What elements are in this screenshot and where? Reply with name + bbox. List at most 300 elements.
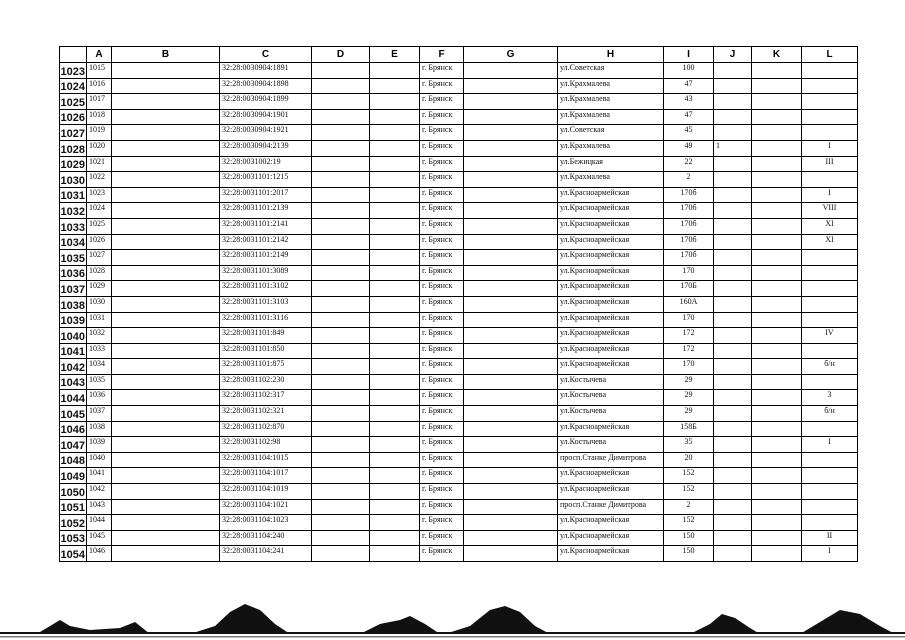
cell-b [112, 296, 220, 312]
cell-h: ул.Красноармейская [558, 515, 664, 531]
column-header-a: A [87, 47, 112, 63]
cell-h: ул.Красноармейская [558, 265, 664, 281]
cell-c: 32:28:0031002:19 [220, 156, 312, 172]
cell-d [312, 359, 370, 375]
column-header-g: G [464, 47, 558, 63]
cell-g [464, 390, 558, 406]
cell-d [312, 218, 370, 234]
cell-k [752, 187, 802, 203]
cell-e [370, 546, 420, 562]
cell-e [370, 187, 420, 203]
cell-j [714, 187, 752, 203]
cell-k [752, 94, 802, 110]
cell-l [802, 421, 858, 437]
cell-k [752, 109, 802, 125]
cell-e [370, 140, 420, 156]
table-row [60, 530, 858, 546]
cell-d [312, 234, 370, 250]
cell-h: ул.Крахмалева [558, 78, 664, 94]
cell-j [714, 234, 752, 250]
cell-b [112, 109, 220, 125]
cell-j [714, 421, 752, 437]
cell-b [112, 452, 220, 468]
cell-a: 1015 [87, 63, 112, 79]
cell-i: 35 [664, 437, 714, 453]
cell-b [112, 172, 220, 188]
table-row [60, 296, 858, 312]
cell-c: 32:28:0031104:1019 [220, 484, 312, 500]
table-row [60, 546, 858, 562]
cell-a: 1043 [87, 499, 112, 515]
cell-j [714, 156, 752, 172]
table-row [60, 452, 858, 468]
cell-g [464, 234, 558, 250]
column-header-k: K [752, 47, 802, 63]
cell-l [802, 250, 858, 266]
cell-h: ул.Костычева [558, 437, 664, 453]
cell-i: 152 [664, 468, 714, 484]
cell-f: г. Брянск [420, 234, 464, 250]
cell-h: ул.Красноармейская [558, 203, 664, 219]
cell-e [370, 390, 420, 406]
cell-e [370, 343, 420, 359]
cell-a: 1034 [87, 359, 112, 375]
cell-l: I [802, 546, 858, 562]
cell-c: 32:28:0031101:3103 [220, 296, 312, 312]
row-number-cell: 1026 [60, 109, 87, 125]
cell-k [752, 203, 802, 219]
cell-c: 32:28:0031101:850 [220, 343, 312, 359]
cell-b [112, 94, 220, 110]
column-header-b: B [112, 47, 220, 63]
cell-k [752, 374, 802, 390]
cell-d [312, 63, 370, 79]
cell-a: 1023 [87, 187, 112, 203]
table-row [60, 468, 858, 484]
cell-e [370, 250, 420, 266]
cell-h: ул.Красноармейская [558, 250, 664, 266]
row-number-cell: 1049 [60, 468, 87, 484]
cell-i: 29 [664, 406, 714, 422]
cell-e [370, 468, 420, 484]
cell-g [464, 359, 558, 375]
row-number-cell: 1032 [60, 203, 87, 219]
cell-l [802, 78, 858, 94]
cell-i: 47 [664, 78, 714, 94]
table-row [60, 172, 858, 188]
cell-a: 1037 [87, 406, 112, 422]
cell-h: ул.Красноармейская [558, 187, 664, 203]
cell-j [714, 250, 752, 266]
cell-a: 1019 [87, 125, 112, 141]
cell-g [464, 109, 558, 125]
cell-k [752, 78, 802, 94]
cell-l [802, 499, 858, 515]
cell-h: ул.Советская [558, 125, 664, 141]
table-row [60, 281, 858, 297]
cell-k [752, 343, 802, 359]
cell-i: 29 [664, 374, 714, 390]
cell-g [464, 421, 558, 437]
cell-i: 170б [664, 203, 714, 219]
cell-l [802, 265, 858, 281]
cell-d [312, 312, 370, 328]
row-number-cell: 1037 [60, 281, 87, 297]
cell-f: г. Брянск [420, 499, 464, 515]
cell-l [802, 281, 858, 297]
row-number-cell: 1023 [60, 63, 87, 79]
cell-k [752, 172, 802, 188]
cell-h: ул.Красноармейская [558, 281, 664, 297]
cell-c: 32:28:0030904:1891 [220, 63, 312, 79]
row-number-cell: 1048 [60, 452, 87, 468]
cell-j [714, 343, 752, 359]
cell-j: 1 [714, 140, 752, 156]
table-row [60, 125, 858, 141]
cell-j [714, 452, 752, 468]
cell-f: г. Брянск [420, 546, 464, 562]
table-row [60, 437, 858, 453]
cell-i: 170 [664, 265, 714, 281]
cell-b [112, 203, 220, 219]
cell-a: 1020 [87, 140, 112, 156]
cell-b [112, 468, 220, 484]
cell-h: ул.Красноармейская [558, 530, 664, 546]
cell-d [312, 172, 370, 188]
cell-l [802, 468, 858, 484]
cell-l: б/н [802, 406, 858, 422]
cell-l [802, 63, 858, 79]
cell-a: 1032 [87, 328, 112, 344]
cell-d [312, 109, 370, 125]
cell-k [752, 234, 802, 250]
cell-c: 32:28:0031101:2142 [220, 234, 312, 250]
cell-g [464, 468, 558, 484]
cell-i: 170б [664, 250, 714, 266]
cell-b [112, 546, 220, 562]
cell-e [370, 328, 420, 344]
cell-i: 49 [664, 140, 714, 156]
cell-j [714, 328, 752, 344]
cell-g [464, 530, 558, 546]
cell-f: г. Брянск [420, 328, 464, 344]
cell-f: г. Брянск [420, 421, 464, 437]
cell-f: г. Брянск [420, 312, 464, 328]
cell-k [752, 359, 802, 375]
row-number-cell: 1029 [60, 156, 87, 172]
cell-i: 150 [664, 546, 714, 562]
cell-f: г. Брянск [420, 172, 464, 188]
cell-h: ул.Советская [558, 63, 664, 79]
cell-b [112, 250, 220, 266]
cell-f: г. Брянск [420, 218, 464, 234]
table-row [60, 109, 858, 125]
cell-i: 152 [664, 484, 714, 500]
cell-i: 160А [664, 296, 714, 312]
cell-b [112, 78, 220, 94]
cell-i: 170 [664, 359, 714, 375]
table-row [60, 328, 858, 344]
table-row [60, 343, 858, 359]
cell-f: г. Брянск [420, 109, 464, 125]
cell-d [312, 406, 370, 422]
cell-a: 1018 [87, 109, 112, 125]
cell-b [112, 530, 220, 546]
cell-k [752, 437, 802, 453]
table-row [60, 312, 858, 328]
cell-i: 20 [664, 452, 714, 468]
cell-b [112, 359, 220, 375]
table-row [60, 78, 858, 94]
cell-j [714, 406, 752, 422]
cell-g [464, 94, 558, 110]
table-row [60, 406, 858, 422]
table-body [60, 63, 858, 562]
cell-i: 170 [664, 312, 714, 328]
cell-l: III [802, 156, 858, 172]
cell-j [714, 296, 752, 312]
cell-f: г. Брянск [420, 94, 464, 110]
cell-a: 1027 [87, 250, 112, 266]
row-number-cell: 1030 [60, 172, 87, 188]
cell-f: г. Брянск [420, 452, 464, 468]
cell-b [112, 63, 220, 79]
cell-d [312, 452, 370, 468]
cell-i: 158Б [664, 421, 714, 437]
cell-b [112, 343, 220, 359]
cell-f: г. Брянск [420, 374, 464, 390]
cell-k [752, 312, 802, 328]
cell-l: II [802, 530, 858, 546]
cell-l [802, 296, 858, 312]
column-header-c: C [220, 47, 312, 63]
cell-f: г. Брянск [420, 468, 464, 484]
cell-j [714, 530, 752, 546]
cell-f: г. Брянск [420, 156, 464, 172]
row-number-cell: 1044 [60, 390, 87, 406]
cell-c: 32:28:0031101:2141 [220, 218, 312, 234]
cell-f: г. Брянск [420, 63, 464, 79]
cell-f: г. Брянск [420, 140, 464, 156]
cell-a: 1039 [87, 437, 112, 453]
cell-d [312, 94, 370, 110]
cell-g [464, 328, 558, 344]
cell-i: 2 [664, 499, 714, 515]
cell-f: г. Брянск [420, 203, 464, 219]
cell-b [112, 484, 220, 500]
table-row [60, 484, 858, 500]
cell-g [464, 265, 558, 281]
cell-c: 32:28:0031104:1015 [220, 452, 312, 468]
cell-j [714, 484, 752, 500]
cell-b [112, 156, 220, 172]
row-number-cell: 1053 [60, 530, 87, 546]
cell-c: 32:28:0031104:1021 [220, 499, 312, 515]
cell-c: 32:28:0031104:241 [220, 546, 312, 562]
cell-h: ул.Костычева [558, 390, 664, 406]
cell-a: 1035 [87, 374, 112, 390]
cell-b [112, 390, 220, 406]
cell-c: 32:28:0031101:849 [220, 328, 312, 344]
cell-f: г. Брянск [420, 125, 464, 141]
cell-c: 32:28:0031104:1023 [220, 515, 312, 531]
cell-b [112, 437, 220, 453]
cell-e [370, 265, 420, 281]
cell-l: I [802, 437, 858, 453]
cell-e [370, 312, 420, 328]
cell-g [464, 250, 558, 266]
cell-a: 1030 [87, 296, 112, 312]
row-number-cell: 1024 [60, 78, 87, 94]
cell-h: ул.Крахмалева [558, 140, 664, 156]
cell-i: 47 [664, 109, 714, 125]
cell-c: 32:28:0031101:3089 [220, 265, 312, 281]
cell-j [714, 94, 752, 110]
cell-f: г. Брянск [420, 390, 464, 406]
cell-g [464, 218, 558, 234]
cell-d [312, 78, 370, 94]
cell-c: 32:28:0031101:1215 [220, 172, 312, 188]
cell-c: 32:28:0031104:240 [220, 530, 312, 546]
cell-l: IV [802, 328, 858, 344]
cell-k [752, 125, 802, 141]
column-header-l: L [802, 47, 858, 63]
cell-f: г. Брянск [420, 296, 464, 312]
row-number-cell: 1050 [60, 484, 87, 500]
column-header-i: I [664, 47, 714, 63]
cell-e [370, 452, 420, 468]
cell-d [312, 203, 370, 219]
cell-f: г. Брянск [420, 343, 464, 359]
cell-k [752, 296, 802, 312]
cell-b [112, 406, 220, 422]
scan-noise-strip [0, 590, 905, 640]
cell-i: 170б [664, 187, 714, 203]
table-row [60, 218, 858, 234]
cell-a: 1025 [87, 218, 112, 234]
cell-e [370, 515, 420, 531]
column-header-h: H [558, 47, 664, 63]
cell-c: 32:28:0031102:230 [220, 374, 312, 390]
cell-h: ул.Красноармейская [558, 234, 664, 250]
cell-l [802, 172, 858, 188]
cell-k [752, 218, 802, 234]
cell-e [370, 218, 420, 234]
cell-g [464, 546, 558, 562]
cell-h: ул.Красноармейская [558, 328, 664, 344]
cell-g [464, 125, 558, 141]
cell-h: ул.Красноармейская [558, 218, 664, 234]
cell-k [752, 546, 802, 562]
cell-j [714, 203, 752, 219]
cell-a: 1041 [87, 468, 112, 484]
cell-l [802, 94, 858, 110]
cell-c: 32:28:0031101:3116 [220, 312, 312, 328]
cell-g [464, 452, 558, 468]
cell-i: 172 [664, 343, 714, 359]
cell-d [312, 125, 370, 141]
cell-d [312, 421, 370, 437]
cell-i: 152 [664, 515, 714, 531]
cell-d [312, 390, 370, 406]
table-row [60, 140, 858, 156]
row-number-cell: 1041 [60, 343, 87, 359]
table-row [60, 499, 858, 515]
cell-j [714, 359, 752, 375]
cell-k [752, 421, 802, 437]
cell-c: 32:28:0031104:1017 [220, 468, 312, 484]
cell-e [370, 109, 420, 125]
cell-h: ул.Красноармейская [558, 421, 664, 437]
cell-c: 32:28:0031102:317 [220, 390, 312, 406]
cell-f: г. Брянск [420, 484, 464, 500]
row-number-cell: 1025 [60, 94, 87, 110]
cell-j [714, 312, 752, 328]
cell-g [464, 172, 558, 188]
cell-d [312, 343, 370, 359]
table-row [60, 421, 858, 437]
cell-g [464, 499, 558, 515]
cell-c: 32:28:0031101:2149 [220, 250, 312, 266]
cell-h: ул.Крахмалева [558, 94, 664, 110]
cell-b [112, 265, 220, 281]
column-header-d: D [312, 47, 370, 63]
cell-c: 32:28:0031102:321 [220, 406, 312, 422]
cell-a: 1016 [87, 78, 112, 94]
cell-c: 32:28:0031101:2017 [220, 187, 312, 203]
cell-j [714, 390, 752, 406]
table-row [60, 250, 858, 266]
cell-f: г. Брянск [420, 281, 464, 297]
cell-j [714, 437, 752, 453]
cell-l: б/н [802, 359, 858, 375]
row-number-cell: 1052 [60, 515, 87, 531]
row-number-cell: 1036 [60, 265, 87, 281]
table-row [60, 234, 858, 250]
cell-f: г. Брянск [420, 406, 464, 422]
cell-j [714, 281, 752, 297]
cell-j [714, 515, 752, 531]
cell-d [312, 484, 370, 500]
cell-a: 1026 [87, 234, 112, 250]
cell-g [464, 515, 558, 531]
cell-g [464, 484, 558, 500]
cell-c: 32:28:0031101:875 [220, 359, 312, 375]
cell-h: просп.Станке Димитрова [558, 452, 664, 468]
cell-j [714, 109, 752, 125]
cell-d [312, 468, 370, 484]
cell-j [714, 172, 752, 188]
cell-a: 1029 [87, 281, 112, 297]
row-number-cell: 1027 [60, 125, 87, 141]
cell-b [112, 499, 220, 515]
cell-b [112, 281, 220, 297]
row-number-cell: 1051 [60, 499, 87, 515]
cell-g [464, 78, 558, 94]
cell-a: 1022 [87, 172, 112, 188]
cell-e [370, 530, 420, 546]
cell-i: 22 [664, 156, 714, 172]
row-number-cell: 1040 [60, 328, 87, 344]
cell-e [370, 359, 420, 375]
cell-k [752, 265, 802, 281]
cell-a: 1036 [87, 390, 112, 406]
cell-g [464, 281, 558, 297]
cell-f: г. Брянск [420, 265, 464, 281]
cell-b [112, 374, 220, 390]
cell-a: 1028 [87, 265, 112, 281]
cell-l: I [802, 140, 858, 156]
